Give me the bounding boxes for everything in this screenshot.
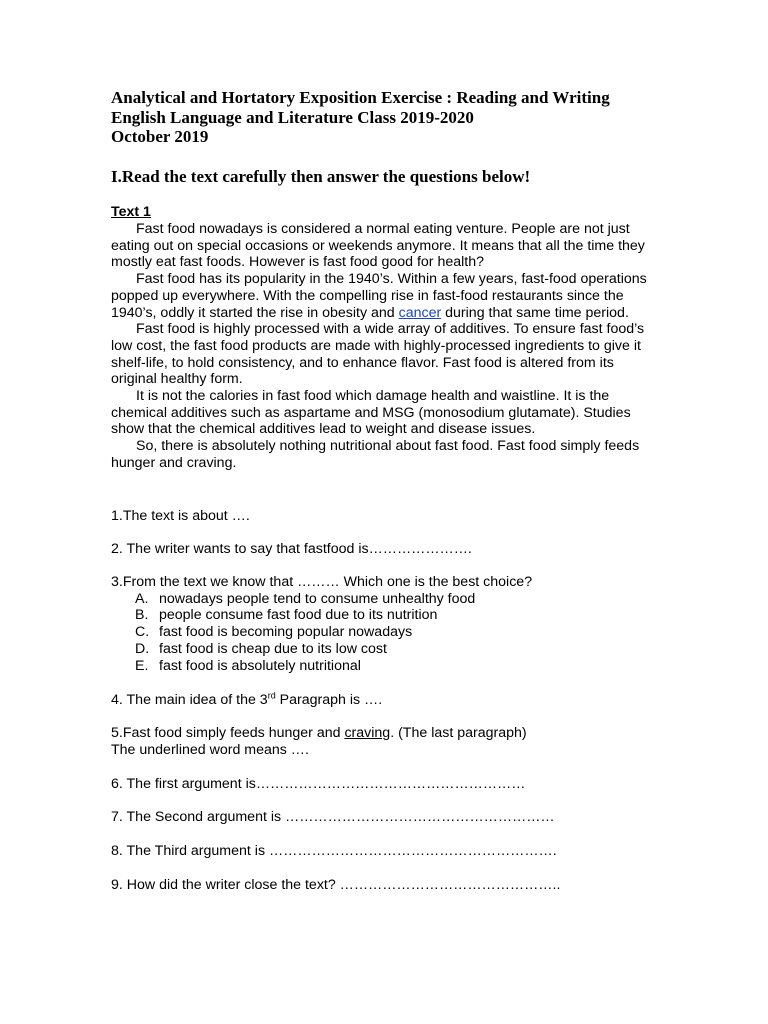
section-title: I.Read the text carefully then answer the questions below! (111, 167, 531, 186)
ordinal-superscript: rd (267, 690, 276, 701)
question-5-line2: The underlined word means …. (111, 741, 309, 758)
paragraph-2-tail: during that same time period. (441, 304, 629, 321)
question-9: 9. How did the writer close the text? ……………………………………….. (111, 877, 561, 893)
question-7: 7. The Second argument is ………………………………………………… (111, 809, 555, 825)
text-label: Text 1 (111, 204, 151, 220)
question-3 (111, 574, 532, 674)
cancer-link[interactable]: cancer (398, 304, 442, 321)
question-4: 4. The main idea of the 3rd Paragraph is …. (111, 690, 383, 708)
question-6: 6. The first argument is………………………………………………… (111, 776, 526, 792)
paragraph-1: Fast food nowadays is considered a normal eating venture. People are not just eating out on special occasions or weekends anymore. It means that all the time they mostly eat fast foods. However is fast food good for health? (111, 221, 645, 271)
option-a: A. nowadays people tend to consume unhealthy food (135, 590, 476, 607)
reading-passage (111, 221, 661, 472)
paragraph-4: It is not the calories in fast food which damage health and waistline. It is the chemical additives such as aspartame and MSG (monosodium glutamate). Studies show that the chemical additives lead to weight and disease issues. (111, 388, 631, 438)
option-d: D. fast food is cheap due to its low cost (135, 640, 387, 657)
question-3-options (111, 591, 532, 675)
paragraph-2-text: Fast food has its popularity in the 1940’s. Within a few years, fast-food operations popped up everywhere. With the compelling rise in fast-food restaurants since the 1940’s, oddly it started the rise in obesity and (111, 271, 647, 321)
header-date: October 2019 (111, 127, 209, 146)
option-c: C. fast food is becoming popular nowadays (135, 624, 413, 641)
question-8: 8. The Third argument is ……………………………………………………. (111, 843, 557, 859)
question-5: 5.Fast food simply feeds hunger and craving. (The last paragraph) The underlined word means …. (111, 725, 527, 758)
header-class: English Language and Literature Class 2019-2020 (111, 107, 474, 127)
question-1: 1.The text is about …. (111, 508, 250, 524)
option-e: E. fast food is absolutely nutritional (135, 657, 361, 674)
paragraph-3: Fast food is highly processed with a wide array of additives. To ensure fast food’s low cost, the fast food products are made with highly-processed ingredients to give it shelf-life, to hold consistency, and to enhance flavor. Fast food is altered from its original healthy form. (111, 321, 645, 388)
paragraph-5: So, there is absolutely nothing nutritional about fast food. Fast food simply feeds hunger and craving. (111, 438, 640, 471)
question-3-prompt: 3.From the text we know that ……… Which one is the best choice? (111, 574, 533, 590)
underlined-word: craving (344, 725, 391, 741)
header-title: Analytical and Hortatory Exposition Exercise : Reading and Writing (111, 88, 610, 107)
document-header (111, 88, 610, 147)
question-2: 2. The writer wants to say that fastfood is…………………. (111, 541, 472, 557)
paragraph-2 (111, 271, 661, 321)
option-b: B. people consume fast food due to its nutrition (135, 607, 438, 624)
